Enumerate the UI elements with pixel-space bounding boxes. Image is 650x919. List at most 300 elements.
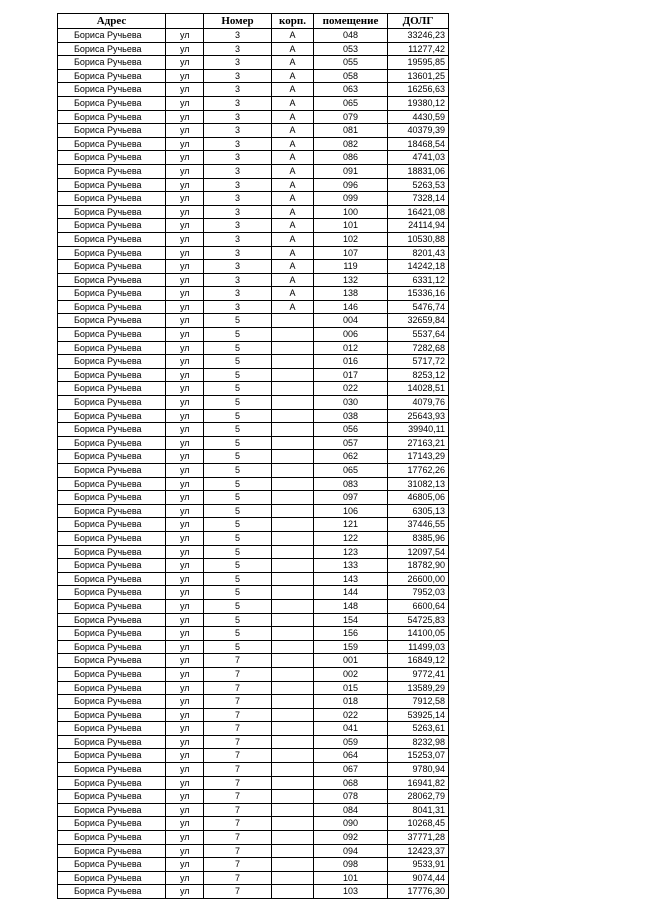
house-number-cell: 3 [204,56,272,70]
apartment-cell: 154 [314,613,388,627]
table-row [58,232,449,246]
debt-cell: 8253,12 [388,368,449,382]
street-type-cell: ул [166,559,204,573]
building-cell: А [272,287,314,301]
debt-cell: 16941,82 [388,776,449,790]
house-number-cell: 3 [204,219,272,233]
street-type-cell: ул [166,137,204,151]
header-house-number: Номер [204,14,272,29]
street-cell: Бориса Ручьева [58,246,166,260]
table-row [58,722,449,736]
building-cell [272,586,314,600]
street-cell: Бориса Ручьева [58,871,166,885]
street-type-cell: ул [166,124,204,138]
debt-cell: 18468,54 [388,137,449,151]
debt-cell: 19380,12 [388,96,449,110]
street-cell: Бориса Ручьева [58,423,166,437]
house-number-cell: 7 [204,735,272,749]
house-number-cell: 7 [204,885,272,899]
debt-cell: 7952,03 [388,586,449,600]
debt-cell: 40379,39 [388,124,449,138]
debt-cell: 14100,05 [388,627,449,641]
house-number-cell: 5 [204,627,272,641]
debt-cell: 15253,07 [388,749,449,763]
house-number-cell: 3 [204,42,272,56]
debt-cell: 7328,14 [388,192,449,206]
debt-cell: 7282,68 [388,341,449,355]
debt-cell: 31082,13 [388,477,449,491]
apartment-cell: 012 [314,341,388,355]
apartment-cell: 097 [314,491,388,505]
house-number-cell: 5 [204,531,272,545]
apartment-cell: 144 [314,586,388,600]
street-type-cell: ул [166,708,204,722]
debt-cell: 25643,93 [388,409,449,423]
debt-cell: 8041,31 [388,803,449,817]
apartment-cell: 017 [314,368,388,382]
apartment-cell: 156 [314,627,388,641]
table-row [58,640,449,654]
street-type-cell: ул [166,219,204,233]
apartment-cell: 068 [314,776,388,790]
building-cell [272,831,314,845]
street-type-cell: ул [166,885,204,899]
house-number-cell: 7 [204,803,272,817]
building-cell: А [272,96,314,110]
apartment-cell: 015 [314,681,388,695]
house-number-cell: 3 [204,110,272,124]
debt-cell: 13589,29 [388,681,449,695]
debt-cell: 8201,43 [388,246,449,260]
table-row [58,423,449,437]
table-row [58,96,449,110]
house-number-cell: 5 [204,613,272,627]
table-row [58,464,449,478]
table-row [58,219,449,233]
house-number-cell: 3 [204,260,272,274]
building-cell [272,355,314,369]
apartment-cell: 064 [314,749,388,763]
street-cell: Бориса Ручьева [58,287,166,301]
street-cell: Бориса Ручьева [58,667,166,681]
debt-cell: 5263,53 [388,178,449,192]
apartment-cell: 063 [314,83,388,97]
debt-cell: 46805,06 [388,491,449,505]
building-cell: А [272,56,314,70]
house-number-cell: 7 [204,708,272,722]
house-number-cell: 5 [204,477,272,491]
house-number-cell: 7 [204,790,272,804]
street-cell: Бориса Ручьева [58,708,166,722]
house-number-cell: 3 [204,151,272,165]
apartment-cell: 096 [314,178,388,192]
table-row [58,518,449,532]
street-cell: Бориса Ручьева [58,695,166,709]
apartment-cell: 016 [314,355,388,369]
building-cell [272,559,314,573]
table-body [58,29,449,899]
street-cell: Бориса Ручьева [58,137,166,151]
building-cell: А [272,300,314,314]
building-cell [272,409,314,423]
table-row [58,545,449,559]
street-cell: Бориса Ручьева [58,232,166,246]
house-number-cell: 5 [204,491,272,505]
street-type-cell: ул [166,232,204,246]
apartment-cell: 133 [314,559,388,573]
street-type-cell: ул [166,613,204,627]
street-cell: Бориса Ручьева [58,164,166,178]
debt-cell: 54725,83 [388,613,449,627]
table-row [58,817,449,831]
table-row [58,504,449,518]
street-type-cell: ул [166,287,204,301]
building-cell [272,328,314,342]
apartment-cell: 053 [314,42,388,56]
apartment-cell: 098 [314,858,388,872]
building-cell [272,776,314,790]
debt-cell: 26600,00 [388,572,449,586]
apartment-cell: 059 [314,735,388,749]
apartment-cell: 103 [314,885,388,899]
table-row [58,735,449,749]
street-type-cell: ул [166,831,204,845]
street-type-cell: ул [166,436,204,450]
building-cell: А [272,69,314,83]
debt-cell: 14242,18 [388,260,449,274]
house-number-cell: 7 [204,681,272,695]
street-type-cell: ул [166,545,204,559]
building-cell [272,790,314,804]
house-number-cell: 3 [204,287,272,301]
street-cell: Бориса Ручьева [58,124,166,138]
apartment-cell: 086 [314,151,388,165]
street-type-cell: ул [166,341,204,355]
street-cell: Бориса Ручьева [58,382,166,396]
debt-cell: 8232,98 [388,735,449,749]
street-cell: Бориса Ручьева [58,518,166,532]
street-cell: Бориса Ручьева [58,627,166,641]
street-cell: Бориса Ручьева [58,491,166,505]
street-cell: Бориса Ручьева [58,110,166,124]
debt-cell: 17143,29 [388,450,449,464]
street-type-cell: ул [166,423,204,437]
street-type-cell: ул [166,627,204,641]
apartment-cell: 122 [314,531,388,545]
apartment-cell: 048 [314,29,388,43]
street-type-cell: ул [166,151,204,165]
house-number-cell: 3 [204,164,272,178]
apartment-cell: 107 [314,246,388,260]
table-row [58,627,449,641]
apartment-cell: 090 [314,817,388,831]
table-row [58,314,449,328]
apartment-cell: 084 [314,803,388,817]
debt-cell: 5476,74 [388,300,449,314]
table-row [58,42,449,56]
house-number-cell: 5 [204,341,272,355]
building-cell: А [272,178,314,192]
street-type-cell: ул [166,572,204,586]
street-cell: Бориса Ручьева [58,749,166,763]
house-number-cell: 3 [204,137,272,151]
street-cell: Бориса Ручьева [58,96,166,110]
street-cell: Бориса Ручьева [58,178,166,192]
street-type-cell: ул [166,763,204,777]
table-row [58,885,449,899]
street-cell: Бориса Ручьева [58,300,166,314]
debt-cell: 6331,12 [388,273,449,287]
table-row [58,559,449,573]
building-cell: А [272,246,314,260]
street-type-cell: ул [166,192,204,206]
house-number-cell: 3 [204,83,272,97]
street-cell: Бориса Ручьева [58,192,166,206]
house-number-cell: 5 [204,640,272,654]
debt-cell: 17776,30 [388,885,449,899]
street-cell: Бориса Ручьева [58,314,166,328]
building-cell [272,695,314,709]
table-row [58,776,449,790]
building-cell [272,531,314,545]
street-type-cell: ул [166,695,204,709]
apartment-cell: 057 [314,436,388,450]
apartment-cell: 121 [314,518,388,532]
building-cell: А [272,110,314,124]
building-cell [272,477,314,491]
table-row [58,246,449,260]
table-row [58,436,449,450]
table-row [58,763,449,777]
house-number-cell: 5 [204,599,272,613]
street-cell: Бориса Ручьева [58,409,166,423]
table-row [58,273,449,287]
debt-cell: 33246,23 [388,29,449,43]
building-cell: А [272,124,314,138]
house-number-cell: 5 [204,586,272,600]
building-cell [272,599,314,613]
building-cell [272,817,314,831]
house-number-cell: 5 [204,382,272,396]
header-debt: ДОЛГ [388,14,449,29]
building-cell [272,613,314,627]
building-cell [272,885,314,899]
street-cell: Бориса Ручьева [58,586,166,600]
street-cell: Бориса Ручьева [58,817,166,831]
apartment-cell: 159 [314,640,388,654]
building-cell: А [272,151,314,165]
house-number-cell: 5 [204,518,272,532]
house-number-cell: 3 [204,205,272,219]
debt-cell: 6305,13 [388,504,449,518]
house-number-cell: 5 [204,409,272,423]
header-street-type [166,14,204,29]
house-number-cell: 7 [204,844,272,858]
street-type-cell: ул [166,178,204,192]
apartment-cell: 138 [314,287,388,301]
building-cell: А [272,260,314,274]
table-row [58,56,449,70]
debt-cell: 39940,11 [388,423,449,437]
street-type-cell: ул [166,396,204,410]
building-cell: А [272,219,314,233]
street-type-cell: ул [166,409,204,423]
table-row [58,396,449,410]
building-cell [272,763,314,777]
house-number-cell: 5 [204,355,272,369]
street-cell: Бориса Ручьева [58,273,166,287]
street-type-cell: ул [166,504,204,518]
street-type-cell: ул [166,205,204,219]
house-number-cell: 7 [204,695,272,709]
building-cell: А [272,83,314,97]
table-row [58,355,449,369]
building-cell: А [272,29,314,43]
street-cell: Бориса Ручьева [58,219,166,233]
building-cell [272,368,314,382]
table-row [58,599,449,613]
table-row [58,695,449,709]
building-cell: А [272,205,314,219]
street-cell: Бориса Ручьева [58,531,166,545]
house-number-cell: 7 [204,722,272,736]
debt-cell: 18782,90 [388,559,449,573]
apartment-cell: 146 [314,300,388,314]
street-cell: Бориса Ручьева [58,803,166,817]
street-type-cell: ул [166,858,204,872]
debt-cell: 24114,94 [388,219,449,233]
street-cell: Бориса Ручьева [58,559,166,573]
building-cell [272,396,314,410]
apartment-cell: 100 [314,205,388,219]
table-row [58,613,449,627]
debt-cell: 14028,51 [388,382,449,396]
debt-cell: 28062,79 [388,790,449,804]
house-number-cell: 5 [204,314,272,328]
building-cell [272,341,314,355]
house-number-cell: 3 [204,246,272,260]
debt-cell: 15336,16 [388,287,449,301]
debt-cell: 19595,85 [388,56,449,70]
house-number-cell: 5 [204,423,272,437]
apartment-cell: 079 [314,110,388,124]
apartment-cell: 022 [314,708,388,722]
building-cell: А [272,273,314,287]
street-cell: Бориса Ручьева [58,396,166,410]
debt-table [57,13,449,899]
building-cell [272,504,314,518]
street-cell: Бориса Ручьева [58,436,166,450]
building-cell [272,545,314,559]
apartment-cell: 004 [314,314,388,328]
debt-cell: 8385,96 [388,531,449,545]
street-type-cell: ул [166,328,204,342]
table-row [58,69,449,83]
street-cell: Бориса Ручьева [58,735,166,749]
table-row [58,749,449,763]
debt-cell: 4430,59 [388,110,449,124]
house-number-cell: 7 [204,817,272,831]
debt-sheet [57,13,449,899]
building-cell [272,464,314,478]
table-row [58,192,449,206]
building-cell [272,314,314,328]
street-cell: Бориса Ручьева [58,722,166,736]
house-number-cell: 5 [204,572,272,586]
street-type-cell: ул [166,96,204,110]
street-type-cell: ул [166,42,204,56]
house-number-cell: 7 [204,776,272,790]
building-cell: А [272,137,314,151]
building-cell [272,844,314,858]
debt-cell: 4741,03 [388,151,449,165]
street-type-cell: ул [166,382,204,396]
table-row [58,260,449,274]
debt-cell: 9533,91 [388,858,449,872]
apartment-cell: 018 [314,695,388,709]
street-type-cell: ул [166,314,204,328]
house-number-cell: 7 [204,763,272,777]
debt-cell: 16256,63 [388,83,449,97]
street-cell: Бориса Ручьева [58,83,166,97]
street-cell: Бориса Ручьева [58,545,166,559]
apartment-cell: 001 [314,654,388,668]
building-cell [272,518,314,532]
house-number-cell: 3 [204,192,272,206]
apartment-cell: 106 [314,504,388,518]
debt-cell: 18831,06 [388,164,449,178]
street-type-cell: ул [166,477,204,491]
debt-cell: 37771,28 [388,831,449,845]
table-row [58,287,449,301]
apartment-cell: 123 [314,545,388,559]
street-type-cell: ул [166,722,204,736]
debt-cell: 32659,84 [388,314,449,328]
apartment-cell: 143 [314,572,388,586]
building-cell [272,681,314,695]
house-number-cell: 7 [204,749,272,763]
building-cell [272,667,314,681]
building-cell [272,858,314,872]
debt-cell: 7912,58 [388,695,449,709]
apartment-cell: 081 [314,124,388,138]
street-type-cell: ул [166,735,204,749]
apartment-cell: 067 [314,763,388,777]
building-cell [272,627,314,641]
house-number-cell: 3 [204,29,272,43]
apartment-cell: 102 [314,232,388,246]
street-cell: Бориса Ручьева [58,572,166,586]
table-row [58,382,449,396]
debt-cell: 9772,41 [388,667,449,681]
debt-cell: 17762,26 [388,464,449,478]
street-type-cell: ул [166,83,204,97]
house-number-cell: 5 [204,450,272,464]
street-cell: Бориса Ручьева [58,260,166,274]
building-cell [272,436,314,450]
apartment-cell: 030 [314,396,388,410]
table-row [58,681,449,695]
street-cell: Бориса Ручьева [58,205,166,219]
apartment-cell: 091 [314,164,388,178]
house-number-cell: 5 [204,396,272,410]
house-number-cell: 3 [204,300,272,314]
table-row [58,178,449,192]
street-cell: Бориса Ручьева [58,151,166,165]
house-number-cell: 7 [204,831,272,845]
debt-cell: 12097,54 [388,545,449,559]
street-type-cell: ул [166,56,204,70]
